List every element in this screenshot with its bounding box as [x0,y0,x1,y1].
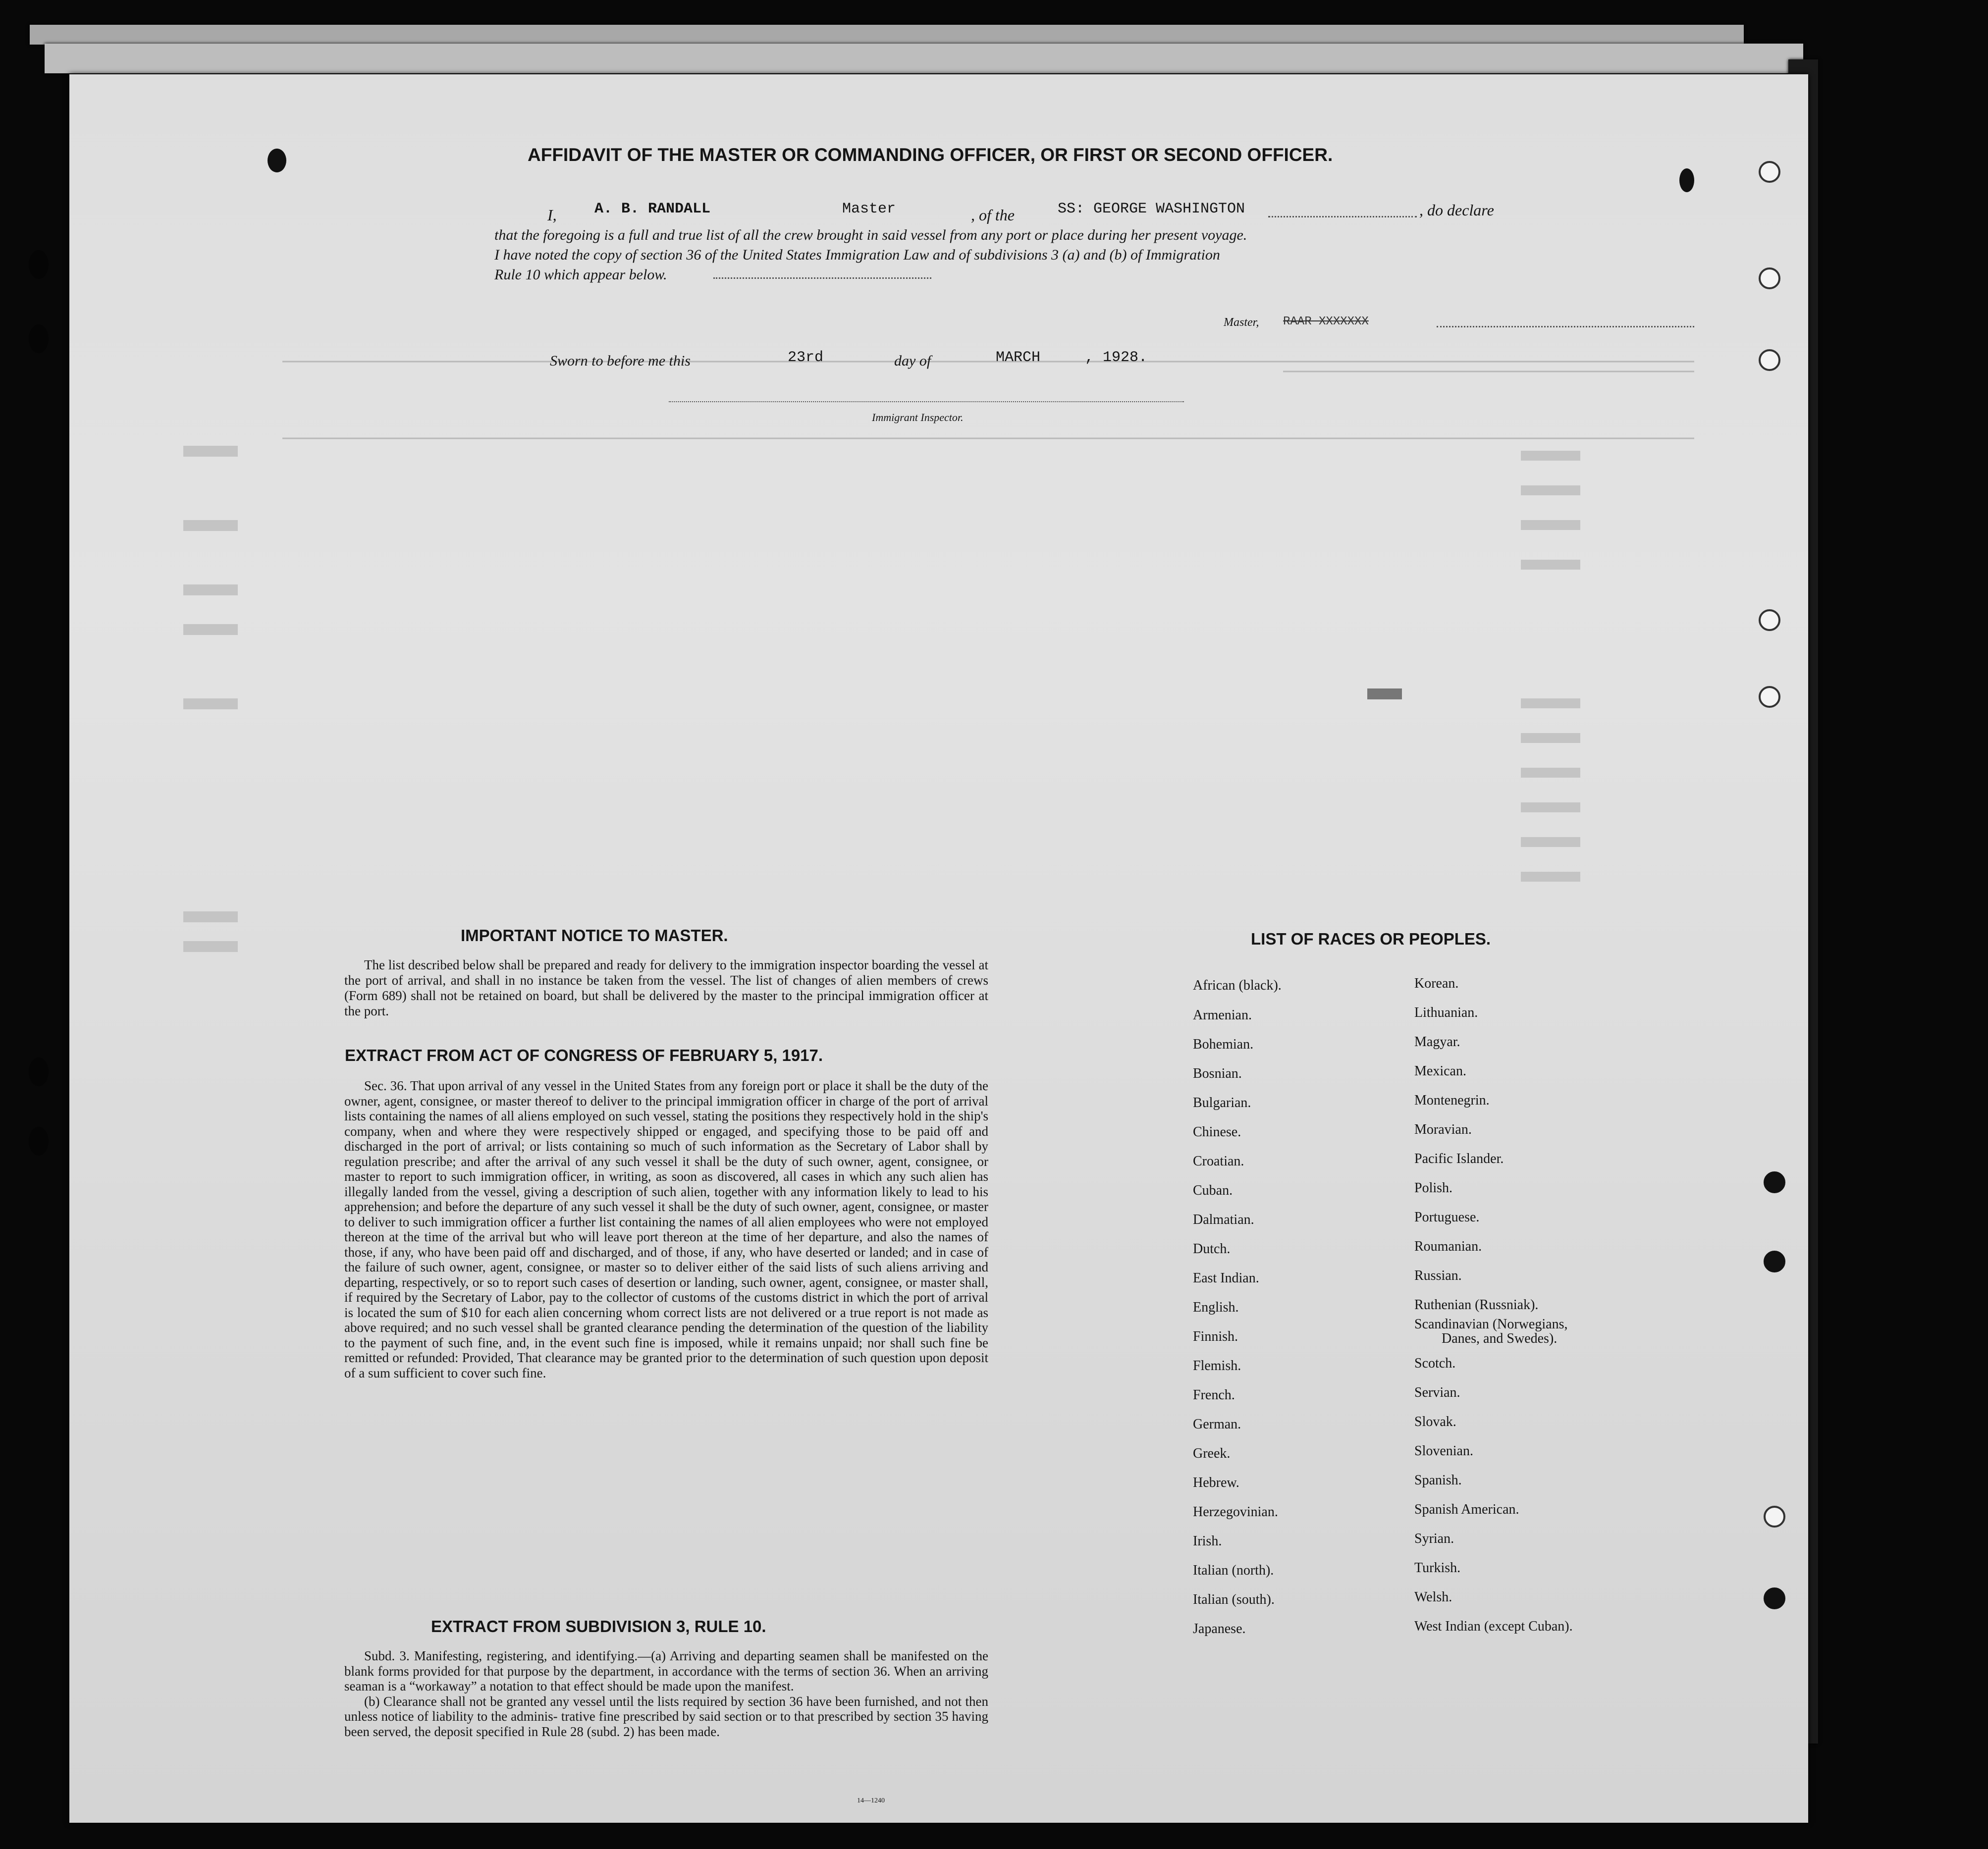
race-item: Herzegovinian. [1193,1504,1278,1520]
race-item: Korean. [1414,976,1459,991]
race-item: Scotch. [1414,1356,1456,1371]
race-item: Welsh. [1414,1589,1452,1605]
races-heading: LIST OF RACES OR PEOPLES. [1251,930,1491,948]
race-item: African (black). [1193,978,1282,993]
rule-line: department, in accordance with the terms of section 36. When an arriving [591,1663,989,1679]
act-line: respectively shipped or engaged, and specifying those to be paid off and discharged [344,1123,988,1154]
sworn-month: MARCH [996,349,1041,366]
act-line: the time of the arrival but who will leave port thereon at the time of her departure, [403,1229,863,1244]
race-item: Ruthenian (Russniak). [1414,1297,1539,1313]
notice-line: the principal immigration officer at the port. [344,988,988,1018]
act-line: such alien, together with any information likely to lead to his apprehension; and [344,1184,988,1214]
rule-line: trative fine prescribed by said section or to that prescribed by section 35 having [561,1709,989,1724]
act-line: remains unpaid; nor shall such fine be remitted or refunded: Provided, That [344,1335,988,1365]
race-item: English. [1193,1300,1239,1315]
act-line: of those, if any, who have deserted or landed; and in case of the failure of such [344,1244,989,1274]
race-item: Finnish. [1193,1329,1238,1344]
notice-body [344,957,988,1019]
back-page-edge [30,25,1744,45]
act-line: deposit of a sum sufficient to cover such fine. [344,1350,989,1380]
act-line: clearance may be granted prior to the determination of such question upon [545,1350,946,1365]
day-of-label: day of [894,353,931,369]
affidavit-heading: AFFIDAVIT OF THE MASTER OR COMMANDING OFFICER, OR FIRST OR SECOND OFFICER. [528,145,1333,165]
punch-hole [1759,686,1780,708]
race-item: Polish. [1414,1180,1453,1196]
race-item: Croatian. [1193,1154,1244,1169]
master-title: Master [842,201,896,217]
race-item: Russian. [1414,1268,1462,1283]
inspector-label: Immigrant Inspector. [872,411,964,423]
race-item: Italian (south). [1193,1592,1275,1607]
race-item: Spanish American. [1414,1502,1519,1517]
race-item: Cuban. [1193,1183,1233,1198]
race-item: Chinese. [1193,1124,1241,1140]
bleed-through-lines [69,74,1808,1823]
race-item: Montenegrin. [1414,1093,1490,1108]
race-item: Mexican. [1414,1063,1466,1079]
rule-line: seamen shall be manifested on the blank forms provided for that purpose by the [344,1648,989,1679]
race-item: Bosnian. [1193,1066,1242,1081]
binder-hole [29,250,49,279]
race-item: Lithuanian. [1414,1005,1478,1020]
rule-line: Subd. 3. Manifesting, registering, and identifying.—(a) Arriving and departing [364,1648,795,1663]
binder-hole [29,1057,49,1086]
act-line: report to such immigration officer, in writing, as soon as discovered, all cases in [399,1169,845,1184]
act-extract-heading: EXTRACT FROM ACT OF CONGRESS OF FEBRUARY 5, 1917. [345,1046,823,1064]
race-item: West Indian (except Cuban). [1414,1619,1573,1634]
race-item: Pacific Islander. [1414,1151,1504,1166]
rule-line: seaman is a “workaway” a notation to that effect should be made upon the [344,1679,741,1693]
race-item: Irish. [1193,1533,1222,1549]
rule-extract-heading: EXTRACT FROM SUBDIVISION 3, RULE 10. [431,1617,766,1636]
act-line: which any such alien has illegally landed from the vessel, giving a description of [344,1169,988,1199]
master-name: A. B. RANDALL [594,201,711,217]
punch-hole [1764,1587,1785,1609]
punch-hole [268,149,286,172]
back-page-edge [45,44,1803,73]
binder-hole [29,1127,49,1156]
act-line: owner, agent, consignee, or master so to deliver either of the said lists of such [449,1260,882,1274]
notice-line: The list described below shall be prepared and ready for delivery to the [364,957,747,972]
act-line: consignee, or master to deliver to such immigration officer a further list [344,1199,989,1229]
race-item: Spanish. [1414,1473,1462,1488]
punch-hole [1764,1171,1785,1193]
act-line: aliens arriving and departing, respectively, or so to report such cases of desertion [344,1260,989,1290]
race-item: Syrian. [1414,1531,1454,1546]
rule-line: 36 have been furnished, and not then unless notice of liability to the adminis- [344,1693,989,1724]
race-item: Hebrew. [1193,1475,1239,1490]
binder-hole [29,324,49,353]
notice-line: instance be taken from the vessel. The list of changes of alien members of crews [538,973,989,988]
affidavit-text-line: that the foregoing is a full and true list of all the crew brought in said vessel from any port or place during her present voyage. [494,227,1247,243]
act-line: such vessel it shall be the duty of such owner, agent, consignee, or master to [344,1154,988,1184]
act-line: liability to the payment of such fine, and, in the event such fine is imposed, while it [344,1320,988,1350]
race-item: Bulgarian. [1193,1095,1251,1110]
of-the-label: , of the [971,206,1015,224]
punch-hole [1759,161,1780,183]
vessel-name: SS: GEORGE WASHINGTON [1058,201,1245,217]
act-line: in the port of arrival; or lists containing so much of such information as the [407,1139,832,1154]
sworn-year: , 1928. [1085,349,1148,366]
master-signature: RAAR XXXXXXX [1283,315,1369,328]
notice-line: (Form 689) shall not be retained on board, but shall be delivered by the master to [344,988,792,1003]
act-line: to deliver to the principal immigration officer in charge of the port of arrival lists [344,1093,989,1123]
affidavit-page [69,74,1808,1823]
race-item: Dalmatian. [1193,1212,1254,1227]
sworn-label: Sworn to before me this [550,353,691,369]
race-item: Slovak. [1414,1414,1456,1429]
affidavit-text-line: Rule 10 which appear below. [494,266,667,283]
act-extract-body [344,1078,988,1380]
act-line: Secretary of Labor, pay to the collector of customs of the customs district in which [441,1290,890,1305]
race-item: Danes, and Swedes). [1442,1331,1558,1346]
act-line: containing the names of all aliens employed on such vessel, stating the positions [369,1109,800,1123]
race-item: German. [1193,1417,1241,1432]
form-number: 14—1240 [857,1797,885,1804]
rule-line: been served, the deposit specified in Rule 28 (subd. 2) has been made. [344,1724,720,1739]
act-line: containing the names of all alien employees who were not employed thereon at [344,1214,988,1244]
race-item: Armenian. [1193,1007,1252,1023]
sworn-day: 23rd [788,349,824,366]
race-item: Dutch. [1193,1241,1231,1257]
race-item: Portuguese. [1414,1210,1480,1225]
affidavit-text-line: I have noted the copy of section 36 of the United States Immigration Law and of subdivisions 3 (a) and (b) of Immigration [494,247,1220,263]
punch-hole [1764,1506,1785,1528]
race-item: Scandinavian (Norwegians, [1414,1317,1568,1332]
act-line: port or place it shall be the duty of the owner, agent, consignee, or master thereof [344,1078,988,1109]
race-item: French. [1193,1387,1235,1403]
inspector-dotline [669,401,1184,402]
signature-dotline [713,277,931,279]
signature-dotline [1437,326,1694,327]
act-line: lists are not delivered or a true report is not made as above required; and no such [344,1305,988,1335]
notice-heading: IMPORTANT NOTICE TO MASTER. [461,926,728,945]
notice-line: immigration inspector boarding the vessel at the port of arrival, and shall in no [344,957,989,988]
act-line: Sec. 36. That upon arrival of any vessel in the United States from any foreign [364,1078,780,1093]
rule-extract-body [344,1648,988,1739]
act-line: the port of arrival is located the sum of $10 for each alien concerning whom correct [344,1290,988,1320]
affidavit-i: I, [547,206,557,224]
vessel-dotline [1268,216,1417,217]
race-item: Greek. [1193,1446,1231,1461]
master-signature-label: Master, [1224,316,1259,329]
do-declare-label: , do declare [1419,201,1494,219]
act-line: they respectively hold in the ship's company, when and where they were [344,1109,988,1139]
act-line: or landing, such owner, agent, consignee, or master shall, if required by the [344,1274,988,1305]
punch-hole [1759,349,1780,371]
punch-hole [1759,267,1780,289]
race-item: Servian. [1414,1385,1460,1400]
race-item: Magyar. [1414,1034,1460,1050]
rule-line: manifest. [744,1679,794,1693]
act-line: before the departure of any such vessel it shall be the duty of such owner, agent, [445,1199,875,1214]
race-item: Flemish. [1193,1358,1241,1374]
race-item: Italian (north). [1193,1563,1274,1578]
race-item: Moravian. [1414,1122,1472,1137]
act-line: and also the names of those, if any, who have been paid off and discharged, and [344,1229,988,1260]
punch-hole [1759,609,1780,631]
race-item: East Indian. [1193,1270,1259,1286]
rule-line: (b) Clearance shall not be granted any vessel until the lists required by section [364,1693,786,1709]
act-line: Secretary of Labor shall by regulation prescribe; and after the arrival of any [344,1139,989,1169]
race-item: Bohemian. [1193,1037,1254,1052]
punch-hole [1764,1251,1785,1272]
act-line: vessel shall be granted clearance pending the determination of the question of the [501,1320,943,1335]
race-item: Slovenian. [1414,1443,1473,1459]
race-item: Roumanian. [1414,1239,1482,1254]
race-item: Japanese. [1193,1621,1246,1637]
punch-hole [1679,168,1694,192]
race-item: Turkish. [1414,1560,1461,1576]
